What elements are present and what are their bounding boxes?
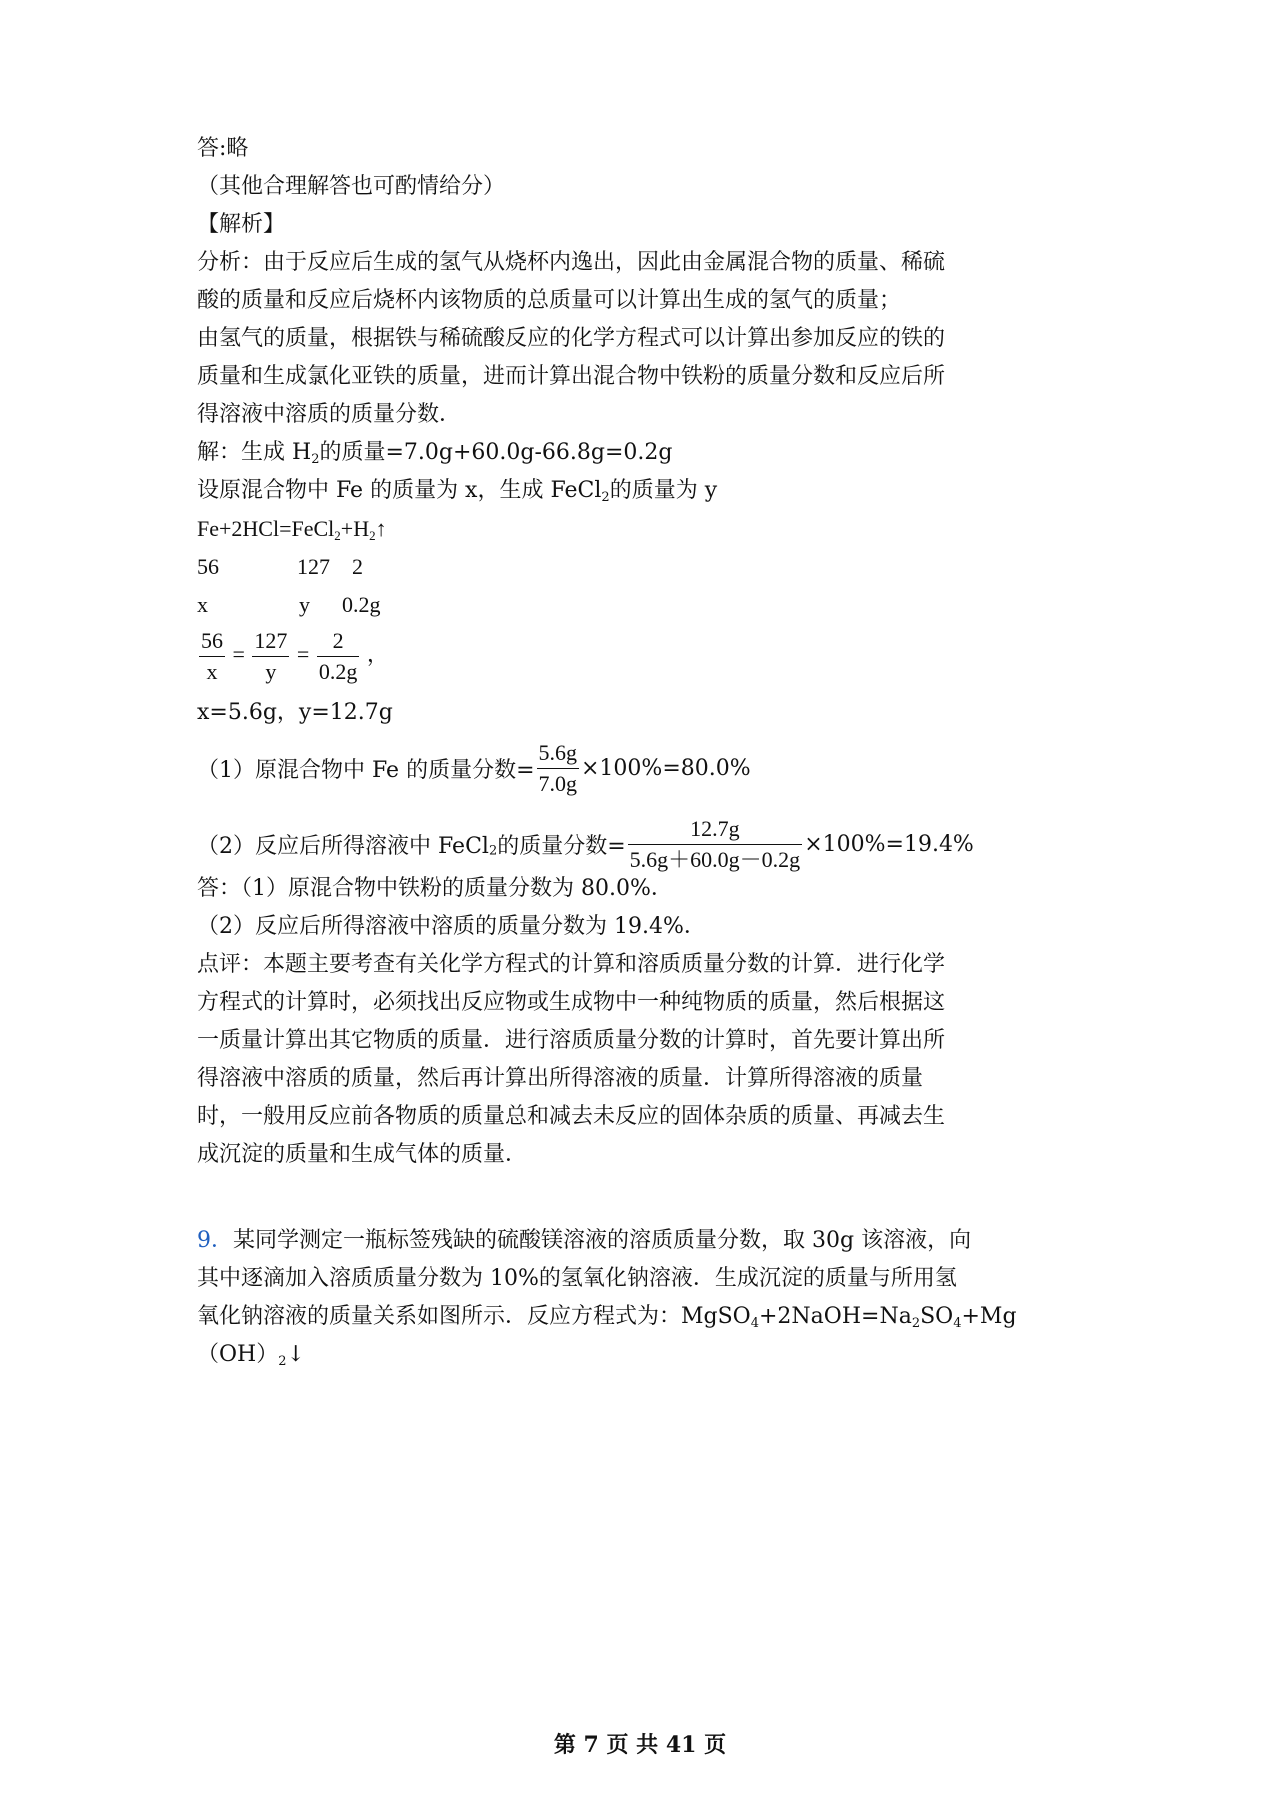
question-9-line-3: 氧化钠溶液的质量关系如图所示．反应方程式为：$MgSO_4+2NaOH=Na_2SO_4+Mg$: [197, 1304, 1017, 1331]
answer-part-1: 答：（1）原混合物中铁粉的质量分数为 80.0%．: [197, 876, 673, 901]
solution-line-2: 设原混合物中 Fe 的质量为 x，生成 FeCl$_2$的质量为 y: [197, 478, 718, 505]
question-9-line-1: 9．某同学测定一瓶标签残缺的硫酸镁溶液的溶质质量分数，取 30g 该溶液，向: [197, 1228, 972, 1253]
fraction-fecl2-mass: $\frac{12.7g}{5.6g+60.0g-0.2g}$: [629, 816, 801, 872]
analysis-line-4: 质量和生成氯化亚铁的质量，进而计算出混合物中铁粉的质量分数和反应后所: [197, 364, 946, 389]
solution-line-1: 解：生成 $H_2$的质量=7.0g+60.0g-66.8g=0.2g: [197, 440, 673, 467]
part1-calculation: （1）原混合物中 Fe 的质量分数= $\frac{5.6g}{7.0g}$ ×100%=80.0%: [197, 740, 751, 796]
answer-part-2: （2）反应后所得溶液中溶质的质量分数为 19.4%．: [197, 914, 706, 939]
comment-line-6: 成沉淀的质量和生成气体的质量．: [197, 1142, 528, 1167]
analysis-line-5: 得溶液中溶质的质量分数．: [197, 402, 462, 427]
proportion-equation: $\frac{56}{x}$ = $\frac{127}{y}$ = $\frac{2}{0.2g}$ ，: [201, 628, 389, 684]
analysis-heading: 【解析】: [197, 212, 286, 237]
comment-line-5: 时，一般用反应前各物质的质量总和减去未反应的固体杂质的质量、再减去生: [197, 1104, 946, 1129]
fraction-56-x: $\frac{56}{x}$: [201, 628, 223, 684]
fraction-2-0.2g: $\frac{2}{0.2g}$: [318, 628, 358, 684]
answer-line: 答:略: [197, 136, 249, 161]
variable-row: x y 0.2g: [197, 592, 381, 617]
comment-line-3: 一质量计算出其它物质的质量．进行溶质质量分数的计算时，首先要计算出所: [197, 1028, 946, 1053]
xy-result: x=5.6g，y=12.7g: [197, 700, 393, 725]
fraction-fe-mass: $\frac{5.6g}{7.0g}$: [538, 740, 577, 796]
fraction-127-y: $\frac{127}{y}$: [254, 628, 288, 684]
question-number: 9．: [197, 1228, 233, 1253]
question-9-line-4: $(OH)_2↓$: [197, 1342, 305, 1369]
comment-line-2: 方程式的计算时，必须找出反应物或生成物中一种纯物质的质量，然后根据这: [197, 990, 946, 1015]
page-footer: 第 7 页 共 41 页: [553, 1732, 727, 1758]
question-9-line-2: 其中逐滴加入溶质质量分数为 10%的氢氧化钠溶液．生成沉淀的质量与所用氢: [197, 1266, 957, 1291]
analysis-line-3: 由氢气的质量，根据铁与稀硫酸反应的化学方程式可以计算出参加反应的铁的: [197, 326, 946, 351]
analysis-line-2: 酸的质量和反应后烧杯内该物质的总质量可以计算出生成的氢气的质量；: [197, 288, 902, 313]
chemical-equation: $Fe+2HCl=FeCl_2+H_2↑$: [197, 516, 387, 543]
analysis-line-1: 分析：由于反应后生成的氢气从烧杯内逸出，因此由金属混合物的质量、稀硫: [197, 250, 946, 275]
mass-row: 56 127 2: [197, 554, 363, 579]
part2-calculation: （2）反应后所得溶液中 FeCl$_2$的质量分数= $\frac{12.7g}{5.6g+60.0g-0.2g}$ ×100%=19.4%: [197, 816, 974, 872]
comment-line-1: 点评：本题主要考查有关化学方程式的计算和溶质质量分数的计算．进行化学: [197, 952, 946, 977]
comment-line-4: 得溶液中溶质的质量，然后再计算出所得溶液的质量．计算所得溶液的质量: [197, 1066, 924, 1091]
note-line: （其他合理解答也可酌情给分）: [197, 174, 506, 199]
